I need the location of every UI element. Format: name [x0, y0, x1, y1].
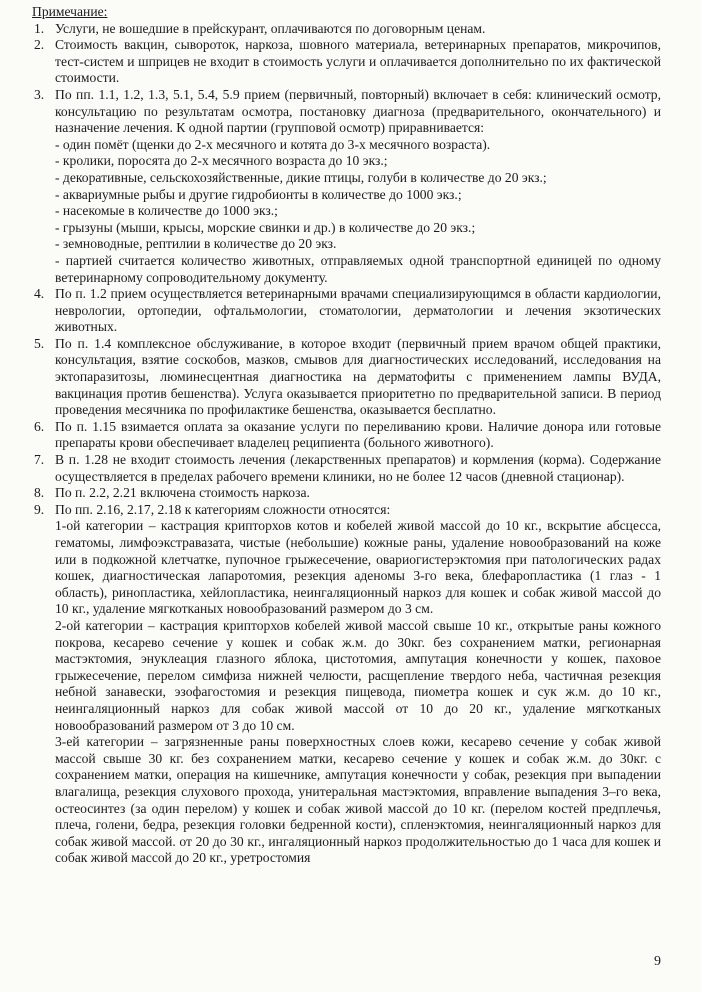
note-number: 9. [34, 501, 45, 517]
note-number: 2. [34, 37, 45, 53]
note-item-7 [32, 452, 661, 485]
complexity-category-3: 3-ей категории – загрязненные раны поверхностных слоев кожи, кесарево сечение у собак живой массой свыше 30 кг. без сохранением матки, кесарево сечение у кошек и собак ж.м. до 30кг. с сохранением матки, операция на кишечнике, ампутация конечности у собак, резекция при выпадении влагалища, резекция слухового прохода, унитеральная мастэктомия, вправление выпадения 3–го века, остеосинтез (за один перелом) у кошек и собак живой массой до 10 кг. (перелом костей предплечья, плеча, голени, бедра, резекция головки бедренной кости), спленэктомия, неингаляционный наркоз для собак живой массой. от 20 до 30 кг., ингаляционный наркоз продолжительностью до 1 часа для кошек и собак живой массой до 20 кг., уретростомия [55, 734, 661, 866]
note-text: Стоимость вакцин, сывороток, наркоза, шовного материала, ветеринарных препаратов, микрочипов, тест-систем и шприцев не входит в стоимость услуги и оплачивается дополнительно по их фактической стоимости. [55, 37, 661, 86]
note-item-8 [32, 485, 661, 502]
note-text: По пп. 2.16, 2.17, 2.18 к категориям сложности относятся: [55, 501, 391, 517]
notes-heading: Примечание: [32, 4, 108, 19]
note-item-9 [32, 502, 661, 867]
note-item-5 [32, 336, 661, 419]
note-number: 8. [34, 485, 45, 501]
note-item-3 [32, 87, 661, 286]
note-text: В п. 1.28 не входит стоимость лечения (лекарственных препаратов) и кормления (корма). Содержание осуществляется в пределах рабочего времени клиники, но не более 12 часов (дневной стационар). [55, 452, 661, 484]
note-number: 3. [34, 86, 45, 102]
notes-list [32, 21, 661, 867]
note-number: 7. [34, 452, 45, 468]
note-text: По п. 1.15 взимается оплата за оказание услуги по переливанию крови. Наличие донора или готовые препараты крови обеспечивает владелец реципиента (больного животного). [55, 418, 661, 451]
batch-definition: - партией считается количество животных, отправляемых одной транспортной единицей по одному ветеринарному сопроводительному документу. [55, 252, 661, 285]
dash-line: - декоративные, сельскохозяйственные, дикие птицы, голуби в количестве до 20 экз.; [55, 169, 547, 185]
page-number: 9 [654, 954, 661, 969]
note-text: По п. 2.2, 2.21 включена стоимость наркоза. [55, 485, 310, 501]
note-text: Услуги, не вошедшие в прейскурант, оплачиваются по договорным ценам. [55, 20, 486, 36]
note-text: По п. 1.4 комплексное обслуживание, в которое входит (первичный прием врачом общей практики, консультация, взятие соскобов, мазков, смывов для диагностических исследований, исследования на эктопаразитозы, люминесцентная диагностика на дерматофиты с применением лампы ВУДА, вакцинация против бешенства). Услуга оказывается приоритетно по предварительной записи. В период проведения месячника по профилактике бешенства, оказывается бесплатно. [55, 335, 661, 418]
dash-line: - грызуны (мыши, крысы, морские свинки и др.) в количестве до 20 экз.; [55, 219, 476, 235]
note-number: 4. [34, 286, 45, 302]
complexity-category-1: 1-ой категории – кастрация крипторхов котов и кобелей живой массой до 10 кг., вскрытие абсцесса, гематомы, лимфоэкстравазата, чистые (небольшие) кожные раны, удаление новообразований на коже или в подкожной клетчатке, пупочное грыжесечение, овариогистерэктомия при патологических радах кошек, диагностическая лапаротомия, резекция аденомы 3-го века, блефаропластика (1 глаз - 1 область), ринопластика, хейлопластика, неингаляционный наркоз для кошек и собак живой массой до 10 кг., удаление мягкотканых новообразований размером до 3 см. [55, 518, 661, 617]
dash-line: - один помёт (щенки до 2-х месячного и котята до 3-х месячного возраста). [55, 136, 491, 152]
note-item-1 [32, 21, 661, 38]
note-item-4 [32, 286, 661, 336]
dash-line: - насекомые в количестве до 1000 экз.; [55, 203, 278, 219]
note-number: 6. [34, 418, 45, 434]
note-number: 1. [34, 20, 45, 36]
dash-line: - кролики, поросята до 2-х месячного возраста до 10 экз.; [55, 153, 388, 169]
note-number: 5. [34, 335, 45, 351]
note-item-2 [32, 37, 661, 87]
note-item-6 [32, 419, 661, 452]
complexity-category-2: 2-ой категории – кастрация крипторхов кобелей живой массой свыше 10 кг., открытые раны кожного покрова, кесарево сечение у кошек и собак ж.м. до 30кг. без сохранением матки, регионарная мастэктомия, энуклеация глазного яблока, цистотомия, ампутация конечности у кошек, паховое грыжесечение, перелом симфиза нижней челюсти, расщепление твердого неба, частичная резекция небной занавески, эзофагостомия и резекция пищевода, пиометра кошек и сук ж.м. до 10 кг., неингаляционный наркоз для собак живой массой от 10 до 20 кг., удаление мягкотканых новообразований размером от 3 до 10 см. [55, 617, 661, 733]
note-text: По п. 1.2 прием осуществляется ветеринарными врачами специализирующимся в области кардиологии, неврологии, ортопедии, офтальмологии, стоматологии, дерматологии и лечения экзотических животных. [55, 286, 661, 335]
dash-line: - аквариумные рыбы и другие гидробионты в количестве до 1000 экз.; [55, 186, 462, 202]
note-text: По пп. 1.1, 1.2, 1.3, 5.1, 5.4, 5.9 прием (первичный, повторный) включает в себя: клинический осмотр, консультацию по результатам осмотра, постановку диагноза (предварительного, окончательного) и назначение лечения. К одной партии (групповой осмотр) приравнивается: [55, 86, 661, 136]
dash-line: - земноводные, рептилии в количестве до 20 экз. [55, 236, 337, 252]
